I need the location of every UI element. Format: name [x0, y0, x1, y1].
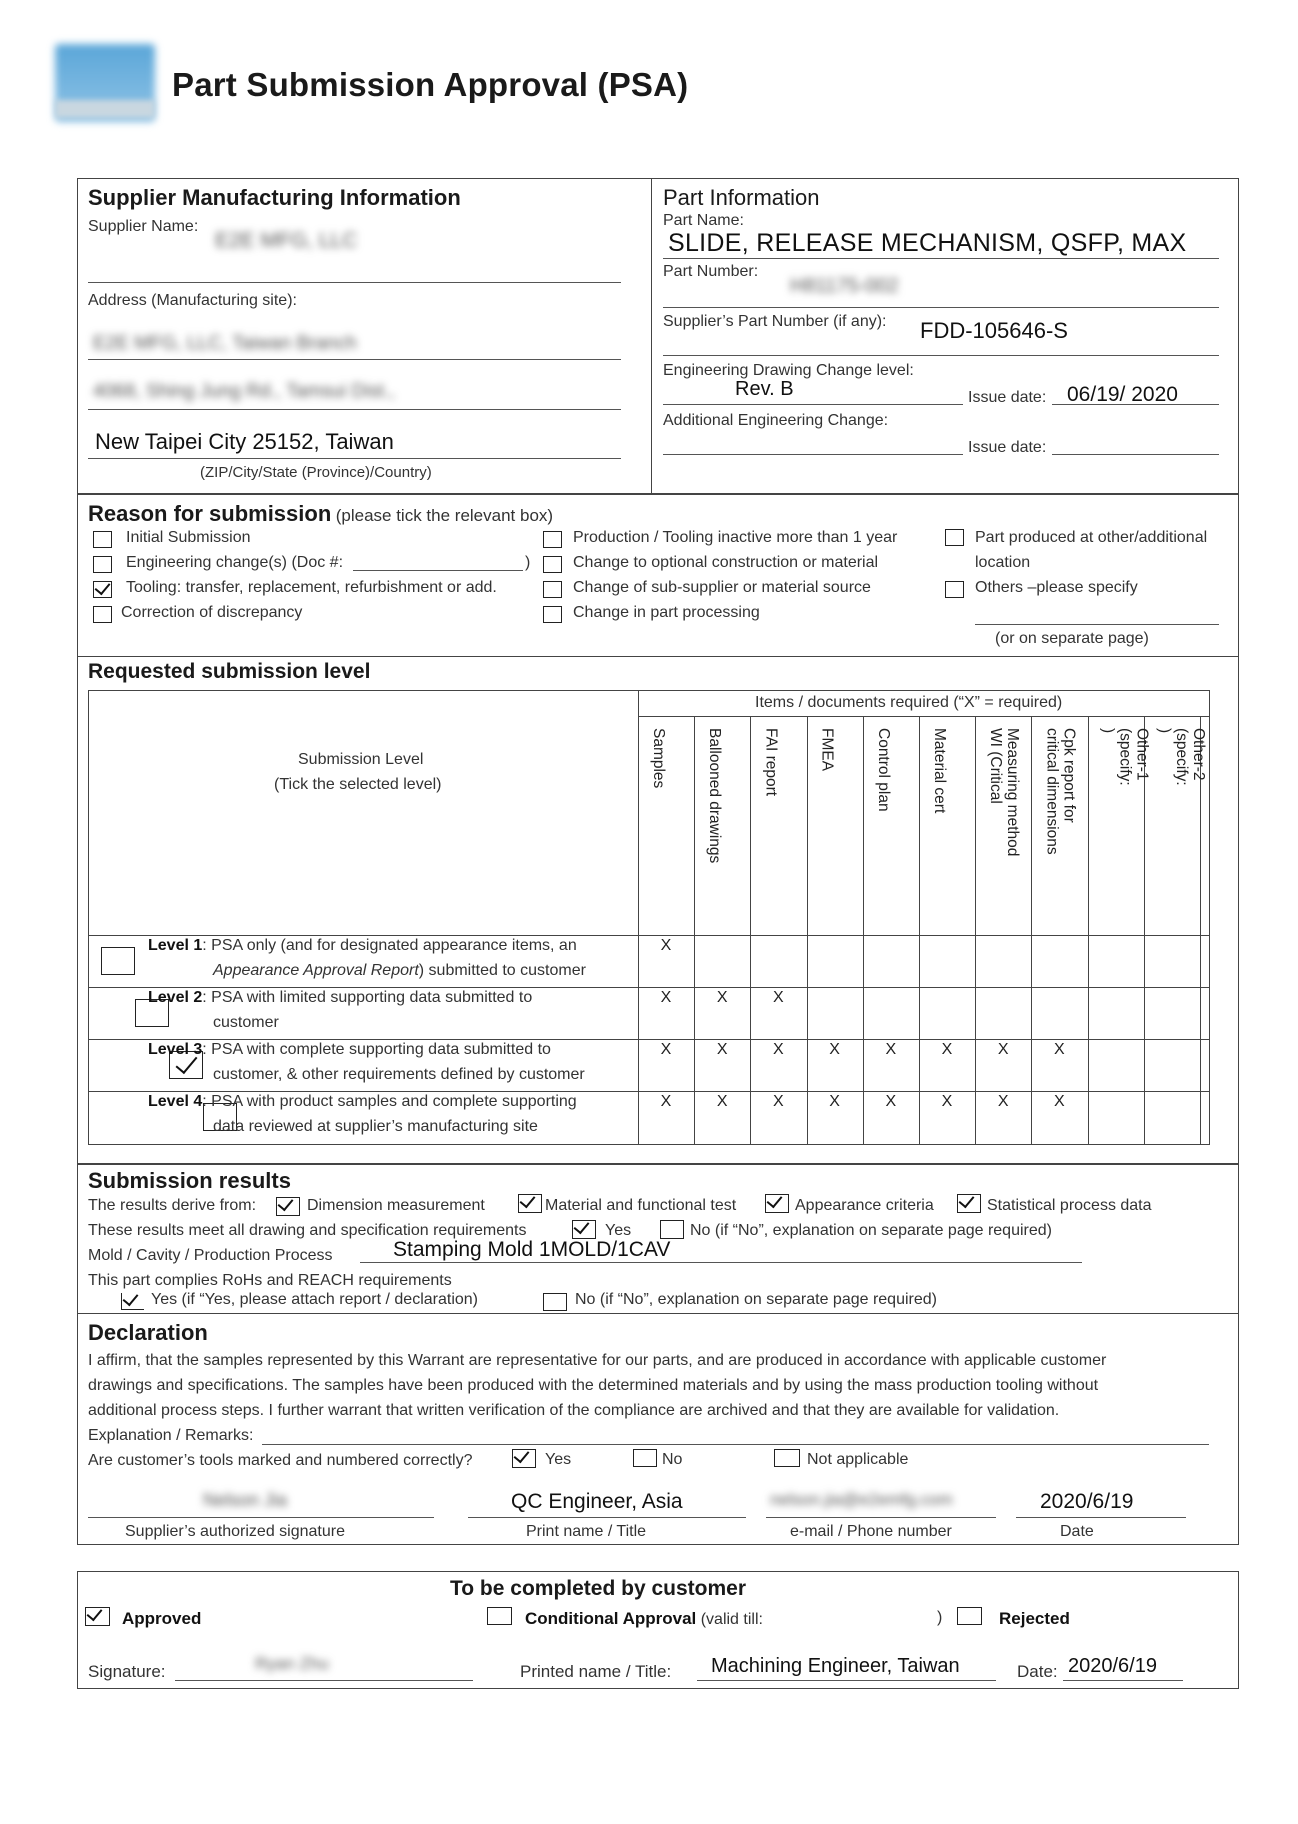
reason-inactive-label: Production / Tooling inactive more than 1 year	[573, 529, 898, 546]
level-title: Level 2	[148, 989, 203, 1006]
reason-processing[interactable]	[543, 604, 760, 628]
column-header: Ballooned drawings	[706, 728, 724, 864]
part-name-label: Part Name:	[663, 212, 744, 229]
meet-no-label: No (if “No”, explanation on separate page required)	[690, 1222, 1052, 1239]
level-description-line2	[213, 1118, 538, 1136]
row-line	[88, 1091, 1210, 1092]
add-change-label: Additional Engineering Change:	[663, 412, 889, 429]
reason-initial-label: Initial Submission	[126, 529, 251, 546]
address-line1-rule	[88, 359, 621, 360]
column-header: Other-1 (specify: )	[1099, 728, 1151, 786]
level-description	[148, 989, 532, 1007]
reason-sub-supplier-label: Change of sub-supplier or material source	[573, 579, 871, 596]
checkbox-icon[interactable]	[774, 1449, 800, 1467]
checkbox-checked-icon[interactable]	[765, 1194, 789, 1213]
column-line	[1031, 716, 1032, 1145]
level-line1: : PSA only (and for designated appearance items, an	[202, 937, 577, 954]
issue-date-value: 06/19/ 2020	[1067, 383, 1178, 406]
derive-appearance[interactable]	[765, 1194, 934, 1218]
eng-change-line	[663, 404, 963, 405]
row-line	[88, 1039, 1210, 1040]
column-header: Cpk report for critical dimensions	[1043, 728, 1078, 855]
supplier-name-value: E2E MFG, LLC	[215, 229, 358, 252]
checkbox-icon[interactable]	[945, 529, 964, 546]
tools-na[interactable]	[774, 1449, 909, 1472]
checkbox-icon[interactable]	[633, 1449, 657, 1467]
level-description-line2	[213, 962, 586, 980]
required-mark: X	[1054, 1093, 1065, 1110]
tools-no-label: No	[662, 1451, 683, 1468]
email-caption: e-mail / Phone number	[790, 1523, 952, 1540]
info-divider	[651, 178, 652, 494]
print-name-caption: Print name / Title	[526, 1523, 647, 1540]
part-number-value: H81175-002	[790, 275, 899, 297]
level-description-line2	[213, 1014, 279, 1032]
submission-level-note: (Tick the selected level)	[274, 776, 442, 793]
sign-date-caption: Date	[1060, 1523, 1094, 1540]
reason-heading-note: (please tick the relevant box)	[335, 506, 554, 525]
level-line2: customer	[213, 1014, 279, 1031]
customer-rejected-label: Rejected	[999, 1609, 1070, 1628]
column-header: Control plan	[874, 728, 892, 812]
supplier-signature-value: Nelson Jia	[203, 1490, 288, 1510]
column-header: Other-2 (specify: )	[1155, 728, 1207, 786]
derive-label: The results derive from:	[88, 1197, 257, 1214]
address-caption: (ZIP/City/State (Province)/Country)	[200, 464, 432, 481]
eng-change-value: Rev. B	[735, 378, 794, 400]
supplier-signature-caption: Supplier’s authorized signature	[125, 1523, 345, 1540]
print-name-line	[468, 1517, 746, 1518]
reason-divider	[77, 656, 1239, 657]
column-line	[1088, 716, 1089, 1145]
checkbox-icon[interactable]	[543, 581, 562, 598]
required-mark: X	[941, 1093, 953, 1110]
required-mark: X	[773, 1093, 784, 1110]
reason-other-location-label: Part produced at other/additional	[975, 529, 1208, 546]
level-checkbox-icon[interactable]	[101, 947, 135, 975]
reason-eng-change-label: Engineering change(s) (Doc #:	[126, 554, 344, 571]
checkbox-icon[interactable]	[543, 556, 562, 573]
customer-printed-line	[697, 1680, 996, 1681]
derive-dimension-label: Dimension measurement	[307, 1197, 485, 1214]
issue-date2-label: Issue date:	[968, 439, 1047, 456]
submission-level-label: Submission Level	[298, 751, 424, 768]
column-line	[975, 716, 976, 1145]
reason-other-location[interactable]	[945, 529, 1208, 571]
rohs-yes-label: Yes (if “Yes, please attach report / declaration)	[151, 1291, 478, 1308]
part-name-value: SLIDE, RELEASE MECHANISM, QSFP, MAX	[668, 229, 1187, 257]
address-label: Address (Manufacturing site):	[88, 292, 297, 309]
customer-signature-value: Ryan Zhu	[255, 1654, 329, 1673]
reason-optional-label: Change to optional construction or material	[573, 554, 879, 571]
supplier-signature-line	[88, 1517, 434, 1518]
level-line2: data reviewed at supplier’s manufacturing site	[213, 1118, 538, 1135]
mold-value: Stamping Mold 1MOLD/1CAV	[393, 1238, 671, 1261]
required-mark: X	[997, 1041, 1009, 1058]
level-title: Level 1	[148, 937, 203, 954]
tools-yes-label: Yes	[545, 1451, 572, 1468]
reason-optional[interactable]	[543, 554, 879, 578]
checkbox-icon[interactable]	[543, 531, 562, 548]
checkbox-checked-icon[interactable]	[276, 1197, 300, 1216]
page-title: Part Submission Approval (PSA)	[172, 66, 689, 103]
required-mark: X	[773, 1041, 784, 1058]
reason-correction[interactable]	[93, 604, 303, 628]
rohs-no-label: No (if “No”, explanation on separate page required)	[575, 1291, 937, 1308]
checkbox-icon[interactable]	[543, 606, 562, 623]
address-line3: New Taipei City 25152, Taiwan	[95, 429, 394, 454]
level-line2: ) submitted to customer	[418, 962, 586, 979]
sign-date-line	[1016, 1517, 1186, 1518]
separate-page-note: (or on separate page)	[995, 630, 1149, 647]
derive-dimension[interactable]	[276, 1197, 485, 1221]
tools-na-label: Not applicable	[807, 1451, 909, 1468]
declaration-line3: additional process steps. I further warrant that written verification of the compliance are archived and that they are available for validation.	[88, 1402, 1060, 1419]
customer-approved[interactable]	[85, 1607, 202, 1631]
supplier-name-line	[88, 282, 621, 283]
column-header: FMEA	[818, 728, 836, 772]
reason-other-location-label2: location	[975, 554, 1031, 571]
address-line2: 4068, Shing Jung Rd., Tamsui Dist.,	[93, 381, 395, 402]
reason-tooling-label: Tooling: transfer, replacement, refurbishment or add.	[126, 579, 497, 596]
level-description	[148, 1093, 577, 1111]
items-header: Items / documents required (“X” = required)	[755, 694, 1063, 711]
required-mark: X	[997, 1093, 1009, 1110]
column-line	[807, 716, 808, 1145]
required-mark: X	[660, 937, 672, 954]
derive-appearance-label: Appearance criteria	[795, 1197, 934, 1214]
checkbox-checked-icon[interactable]	[957, 1194, 981, 1213]
required-mark: X	[660, 1093, 672, 1110]
required-mark: X	[941, 1041, 953, 1058]
level-line2: customer, & other requirements defined by customer	[213, 1066, 585, 1083]
customer-conditional-note: (valid till:	[700, 1611, 763, 1628]
doc-number-line	[353, 570, 523, 571]
customer-signature-line	[175, 1680, 473, 1681]
column-header: Samples	[650, 728, 667, 789]
supplier-pn-line	[663, 355, 1219, 356]
reason-heading: Reason for submission	[88, 501, 332, 526]
rohs-yes[interactable]	[121, 1291, 478, 1315]
reason-heading-row	[88, 501, 553, 527]
level-description-line2	[213, 1066, 585, 1084]
part-heading: Part Information	[663, 185, 820, 210]
customer-signature-label: Signature:	[88, 1662, 166, 1681]
mold-line	[360, 1262, 1082, 1263]
customer-heading: To be completed by customer	[450, 1577, 746, 1600]
tools-yes[interactable]	[512, 1449, 572, 1473]
customer-date-line	[1063, 1680, 1183, 1681]
supplier-name-label: Supplier Name:	[88, 218, 199, 235]
remarks-line	[262, 1444, 1209, 1445]
declaration-line2: drawings and specifications. The samples have been produced with the determined materials and by using the mass production tooling without	[88, 1377, 1099, 1394]
checkbox-checked-icon[interactable]	[121, 1293, 144, 1310]
customer-conditional[interactable]	[487, 1607, 763, 1630]
derive-material-label: Material and functional test	[545, 1197, 737, 1214]
reason-inactive[interactable]	[543, 529, 898, 553]
row-line	[88, 987, 1210, 988]
reason-correction-label: Correction of discrepancy	[121, 604, 303, 621]
derive-statistical-label: Statistical process data	[987, 1197, 1152, 1214]
level-line1: : PSA with limited supporting data submitted to	[202, 989, 533, 1006]
reason-others-label: Others –please specify	[975, 579, 1138, 596]
sign-date-value: 2020/6/19	[1040, 1490, 1134, 1513]
checkbox-icon[interactable]	[93, 606, 112, 623]
required-mark: X	[716, 1093, 728, 1110]
column-line	[750, 716, 751, 1145]
column-header: Material cert	[931, 728, 948, 814]
address-line3-rule	[88, 458, 621, 459]
required-mark: X	[885, 1041, 897, 1058]
required-mark: X	[829, 1093, 840, 1110]
customer-date-label: Date:	[1017, 1662, 1058, 1681]
checkbox-icon[interactable]	[660, 1220, 684, 1239]
checkbox-checked-icon[interactable]	[572, 1220, 596, 1239]
email-line	[766, 1517, 996, 1518]
checkbox-icon[interactable]	[543, 1293, 567, 1311]
level-description	[148, 937, 577, 955]
issue-date-label: Issue date:	[968, 389, 1047, 406]
column-line	[863, 716, 864, 1145]
required-mark: X	[1054, 1041, 1065, 1058]
declaration-heading: Declaration	[88, 1320, 208, 1345]
customer-conditional-label: Conditional Approval	[525, 1609, 697, 1628]
eng-change-label: Engineering Drawing Change level:	[663, 362, 914, 379]
level-title: Level 3	[148, 1041, 203, 1058]
reason-processing-label: Change in part processing	[573, 604, 760, 621]
checkbox-checked-icon[interactable]	[512, 1449, 536, 1468]
level-line2-italic: Appearance Approval Report	[213, 962, 419, 979]
level-line1: : PSA with complete supporting data submitted to	[202, 1041, 551, 1058]
meet-label: These results meet all drawing and specification requirements	[88, 1222, 527, 1239]
customer-rejected[interactable]	[957, 1607, 1070, 1630]
issue-date-line	[1052, 404, 1219, 405]
others-specify-line	[975, 624, 1219, 625]
meet-yes-label: Yes	[605, 1222, 632, 1239]
conditional-close: )	[937, 1609, 943, 1626]
column-header: Measuring method WI (Critical	[987, 728, 1022, 857]
part-number-line	[663, 307, 1219, 308]
column-header: FAI report	[762, 728, 780, 797]
required-mark: X	[773, 989, 784, 1006]
row-line	[88, 935, 1210, 936]
address-line2-rule	[88, 409, 621, 410]
results-heading: Submission results	[88, 1168, 291, 1193]
declaration-line1: I affirm, that the samples represented by this Warrant are representative for our parts, and are produced in accordance with applicable customer	[88, 1352, 1107, 1369]
items-header-line	[638, 716, 1210, 717]
remarks-label: Explanation / Remarks:	[88, 1427, 254, 1444]
checkbox-icon[interactable]	[93, 531, 112, 548]
column-line	[638, 690, 639, 1145]
required-mark: X	[660, 1041, 672, 1058]
required-mark: X	[829, 1041, 840, 1058]
checkbox-icon[interactable]	[93, 556, 112, 573]
print-name-value: QC Engineer, Asia	[511, 1490, 683, 1513]
mold-label: Mold / Cavity / Production Process	[88, 1247, 333, 1264]
tools-label: Are customer’s tools marked and numbered correctly?	[88, 1452, 473, 1469]
email-value: nelson.jia@e2emfg.com	[770, 1490, 953, 1509]
reason-others[interactable]	[945, 579, 1138, 603]
checkbox-checked-icon[interactable]	[85, 1607, 110, 1626]
customer-printed-label: Printed name / Title:	[520, 1662, 672, 1681]
levels-heading: Requested submission level	[88, 660, 371, 683]
supplier-pn-label: Supplier’s Part Number (if any):	[663, 313, 887, 330]
reason-initial[interactable]	[93, 529, 251, 553]
column-line	[919, 716, 920, 1145]
customer-conditional-row	[525, 1609, 763, 1629]
required-mark: X	[660, 989, 672, 1006]
derive-material[interactable]	[518, 1194, 737, 1218]
customer-date-value: 2020/6/19	[1068, 1655, 1157, 1677]
derive-statistical[interactable]	[957, 1194, 1152, 1218]
required-mark: X	[885, 1093, 897, 1110]
required-mark: X	[716, 1041, 728, 1058]
level-line1: : PSA with product samples and complete supporting	[202, 1093, 577, 1110]
add-change-line	[663, 454, 963, 455]
checkbox-icon[interactable]	[945, 581, 964, 598]
reason-tooling[interactable]	[93, 579, 497, 603]
supplier-pn-value: FDD-105646-S	[920, 318, 1068, 343]
address-line1: E2E MFG, LLC, Taiwan Branch	[93, 333, 357, 354]
level-title: Level 4	[148, 1093, 203, 1110]
required-mark: X	[716, 989, 728, 1006]
supplier-heading: Supplier Manufacturing Information	[88, 185, 461, 210]
checkbox-checked-icon[interactable]	[93, 581, 112, 598]
customer-printed-value: Machining Engineer, Taiwan	[711, 1655, 960, 1677]
reason-eng-change[interactable]	[93, 554, 531, 578]
rohs-label: This part complies RoHs and REACH requirements	[88, 1272, 452, 1289]
checkbox-checked-icon[interactable]	[518, 1194, 542, 1213]
reason-sub-supplier[interactable]	[543, 579, 871, 603]
part-name-line	[663, 258, 1219, 259]
checkbox-icon[interactable]	[957, 1607, 982, 1625]
tools-no[interactable]	[633, 1449, 683, 1472]
issue-date2-line	[1052, 454, 1219, 455]
doc-number-close: )	[525, 554, 531, 571]
level-description	[148, 1041, 551, 1059]
column-line	[694, 716, 695, 1145]
company-logo-band	[55, 100, 155, 118]
part-number-label: Part Number:	[663, 263, 759, 280]
checkbox-icon[interactable]	[487, 1607, 512, 1625]
customer-approved-label: Approved	[122, 1609, 202, 1628]
